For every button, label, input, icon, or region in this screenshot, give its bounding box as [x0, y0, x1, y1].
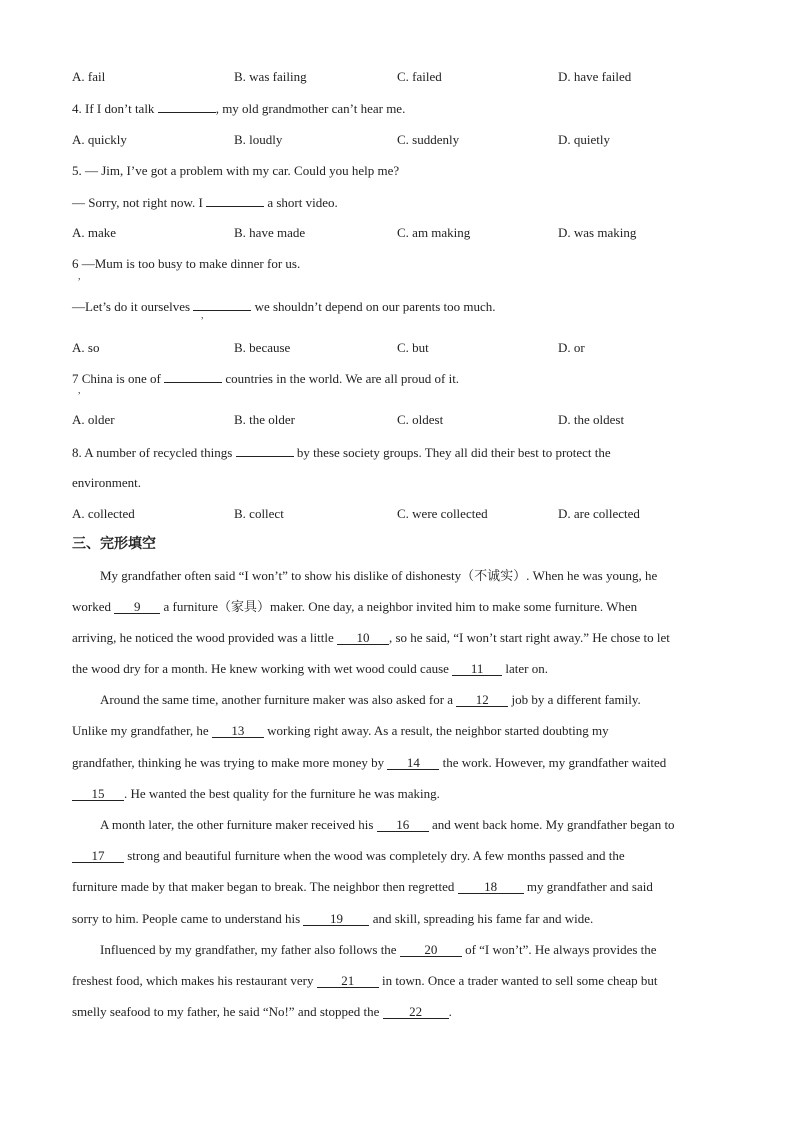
blank-13: 13	[212, 724, 264, 738]
q3-option-b: B. was failing	[234, 69, 307, 84]
q4-option-a: A. quickly	[72, 132, 127, 147]
question-4: 4. If I don’t talk , my old grandmother can’t hear me.	[72, 101, 406, 116]
blank-12: 12	[456, 693, 508, 707]
passage-line: Influenced by my grandfather, my father also follows the 20 of “I won’t”. He always provides the	[100, 942, 657, 957]
q3-option-c: C. failed	[397, 69, 442, 84]
punctuation-mark: ,	[201, 310, 204, 321]
question-8-line-1: 8. A number of recycled things by these society groups. They all did their best to protect the	[72, 445, 611, 460]
answer-blank	[206, 194, 264, 207]
question-6-line-2: —Let’s do it ourselves we shouldn’t depend on our parents too much.	[72, 299, 496, 314]
passage-line: sorry to him. People came to understand his 19 and skill, spreading his fame far and wide.	[72, 911, 594, 926]
passage-line: Around the same time, another furniture maker was also asked for a 12 job by a different family.	[100, 692, 641, 707]
punctuation-mark: ,	[78, 271, 81, 282]
passage-line: 17 strong and beautiful furniture when the wood was completely dry. A few months passed and the	[72, 848, 625, 864]
answer-blank	[158, 100, 216, 113]
q5-option-a: A. make	[72, 225, 117, 240]
q4-option-b: B. loudly	[234, 132, 283, 147]
passage-line: smelly seafood to my father, he said “No!” and stopped the 22 .	[72, 1004, 452, 1019]
q3-option-d: D. have failed	[558, 69, 632, 84]
blank-10: 10	[337, 631, 389, 645]
q6-option-d: D. or	[558, 340, 585, 355]
q8-option-c: C. were collected	[397, 506, 488, 521]
blank-14: 14	[387, 756, 439, 770]
passage-line: A month later, the other furniture maker received his 16 and went back home. My grandfather began to	[100, 817, 675, 832]
answer-blank	[236, 444, 294, 457]
blank-22: 22	[383, 1005, 449, 1019]
passage-line: Unlike my grandfather, he 13 working right away. As a result, the neighbor started doubting my	[72, 723, 609, 738]
blank-17: 17	[72, 849, 124, 863]
blank-16: 16	[377, 818, 429, 832]
passage-line: grandfather, thinking he was trying to make more money by 14 the work. However, my grandfather waited	[72, 755, 667, 770]
passage-line: furniture made by that maker began to break. The neighbor then regretted 18 my grandfather and said	[72, 879, 653, 894]
passage-line: worked 9 a furniture（家具）maker. One day, a neighbor invited him to make some furniture. When	[72, 599, 638, 614]
q6-option-c: C. but	[397, 340, 429, 355]
q6-option-b: B. because	[234, 340, 291, 355]
q8-option-a: A. collected	[72, 506, 135, 521]
passage-line: arriving, he noticed the wood provided was a little 10 , so he said, “I won’t start right away.” He chose to let	[72, 630, 670, 645]
passage-line: the wood dry for a month. He knew working with wet wood could cause 11 later on.	[72, 661, 549, 676]
q5-option-c: C. am making	[397, 225, 471, 240]
q7-option-b: B. the older	[234, 412, 296, 427]
passage-line: freshest food, which makes his restaurant very 21 in town. Once a trader wanted to sell some cheap but	[72, 973, 658, 988]
q4-option-d: D. quietly	[558, 132, 610, 147]
q4-option-c: C. suddenly	[397, 132, 460, 147]
blank-11: 11	[452, 662, 502, 676]
q8-option-d: D. are collected	[558, 506, 640, 521]
q7-option-a: A. older	[72, 412, 115, 427]
answer-blank	[164, 370, 222, 383]
q5-option-b: B. have made	[234, 225, 306, 240]
question-7: 7 China is one of countries in the world. We are all proud of it.	[72, 371, 460, 386]
blank-19: 19	[303, 912, 369, 926]
blank-20: 20	[400, 943, 462, 957]
blank-9: 9	[114, 600, 160, 614]
blank-18: 18	[458, 880, 524, 894]
punctuation-mark: ,	[78, 385, 81, 396]
q6-option-a: A. so	[72, 340, 100, 355]
question-5-line-2: — Sorry, not right now. I a short video.	[72, 195, 338, 210]
passage-line: 15 . He wanted the best quality for the furniture he was making.	[72, 786, 440, 802]
q7-option-c: C. oldest	[397, 412, 444, 427]
question-5-line-1: 5. — Jim, I’ve got a problem with my car. Could you help me?	[72, 163, 400, 178]
question-8-line-2: environment.	[72, 475, 141, 490]
q8-option-b: B. collect	[234, 506, 284, 521]
passage-line: My grandfather often said “I won’t” to show his dislike of dishonesty（不诚实）. When he was young, he	[100, 568, 658, 583]
q7-option-d: D. the oldest	[558, 412, 625, 427]
section-title: 三、完形填空	[72, 536, 156, 552]
q3-option-a: A. fail	[72, 69, 106, 84]
blank-15: 15	[72, 787, 124, 801]
blank-21: 21	[317, 974, 379, 988]
question-6-line-1: 6 —Mum is too busy to make dinner for us.	[72, 256, 301, 271]
q5-option-d: D. was making	[558, 225, 637, 240]
